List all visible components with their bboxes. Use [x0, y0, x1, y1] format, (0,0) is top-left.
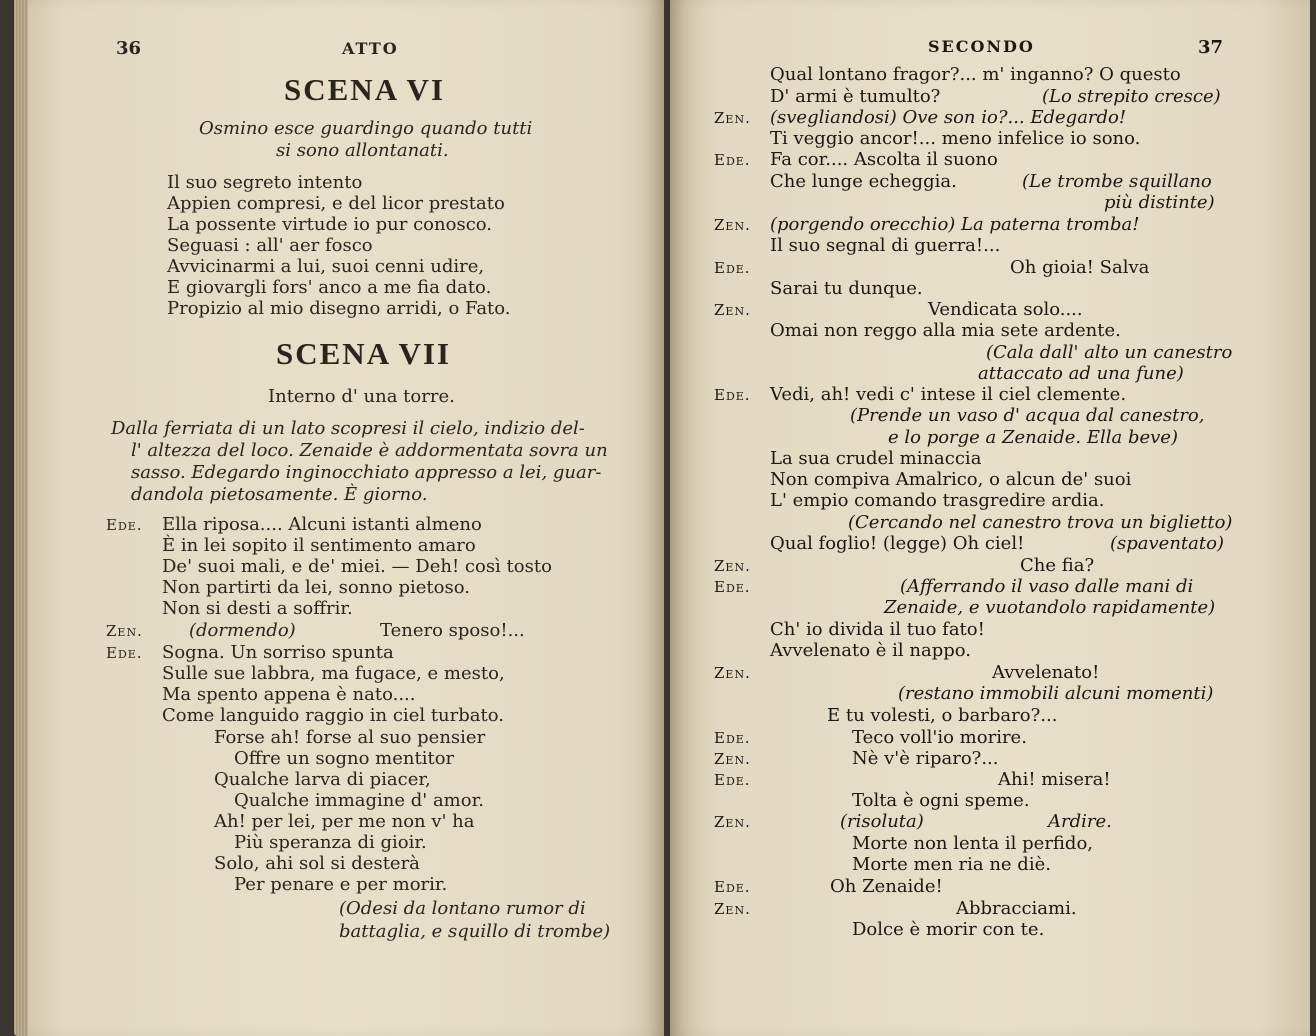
stage-direction: Osmino esce guardingo quando tutti — [199, 118, 533, 139]
speaker-label: Ede. — [714, 578, 751, 596]
speaker-label: Zen. — [714, 301, 751, 319]
verse-line: Più speranza di gioir. — [234, 832, 427, 853]
running-head-left: ATTO — [342, 39, 399, 58]
verse-line: Tenero sposo!... — [380, 620, 525, 641]
speaker-label: Ede. — [714, 151, 751, 169]
verse-line: Il suo segreto intento — [167, 172, 363, 193]
verse-line: Fa cor.... Ascolta il suono — [770, 149, 998, 170]
stage-direction: più distinte) — [1104, 192, 1215, 213]
stage-direction: Dalla ferriata di un lato scopresi il cielo, indizio del- — [111, 418, 585, 439]
scene-setting: Interno d' una torre. — [268, 386, 455, 407]
verse-line: Che fia? — [1020, 555, 1095, 576]
verse-line: E giovargli fors' anco a me fia dato. — [167, 277, 492, 298]
verse-line: Qualche immagine d' amor. — [234, 790, 484, 811]
verse-line: L' empio comando trasgredire ardia. — [770, 490, 1105, 511]
speaker-label: Zen. — [714, 750, 751, 768]
verse-line: Tolta è ogni speme. — [852, 790, 1030, 811]
verse-line: (porgendo orecchio) La paterna tromba! — [770, 214, 1140, 235]
stage-direction: Ardire. — [1048, 811, 1112, 832]
stage-direction: e lo porge a Zenaide. Ella beve) — [888, 427, 1178, 448]
speaker-label: Ede. — [714, 771, 751, 789]
verse-line: Sogna. Un sorriso spunta — [162, 642, 394, 663]
verse-line: Seguasi : all' aer fosco — [167, 235, 373, 256]
speaker-label: Ede. — [714, 729, 751, 747]
stage-direction: (Cala dall' alto un canestro — [986, 342, 1233, 363]
verse-line: È in lei sopito il sentimento amaro — [162, 535, 476, 556]
stage-direction: (Prende un vaso d' acqua dal canestro, — [850, 405, 1205, 426]
verse-line: Omai non reggo alla mia sete ardente. — [770, 320, 1121, 341]
verse-line: Abbracciami. — [956, 898, 1077, 919]
right-page — [670, 0, 1310, 1036]
speaker-label: Ede. — [106, 516, 143, 534]
stage-direction: attaccato ad una fune) — [978, 363, 1184, 384]
verse-line: Morte men ria ne diè. — [852, 854, 1051, 875]
stage-direction: Zenaide, e vuotandolo rapidamente) — [884, 597, 1216, 618]
verse-line: Il suo segnal di guerra!... — [770, 235, 1001, 256]
stage-direction: sasso. Edegardo inginocchiato appresso a lei, guar- — [131, 462, 602, 483]
speaker-label: Ede. — [714, 259, 751, 277]
verse-line: Qual lontano fragor?... m' inganno? O questo — [770, 64, 1181, 85]
verse-line: Appien compresi, e del licor prestato — [167, 193, 505, 214]
stage-direction: (restano immobili alcuni momenti) — [898, 683, 1214, 704]
scene-title-6: SCENA VI — [284, 72, 446, 107]
verse-line: Avvelenato è il nappo. — [770, 640, 972, 661]
verse-line: La sua crudel minaccia — [770, 448, 982, 469]
verse-line: Ella riposa.... Alcuni istanti almeno — [162, 514, 482, 535]
verse-line: (risoluta) — [840, 811, 924, 832]
verse-line: Per penare e per morir. — [234, 874, 448, 895]
stage-direction: l' altezza del loco. Zenaide è addormentata sovra un — [131, 440, 608, 461]
stage-direction: (Afferrando il vaso dalle mani di — [900, 576, 1194, 597]
speaker-label: Zen. — [714, 109, 751, 127]
verse-line: Teco voll'io morire. — [852, 727, 1027, 748]
verse-line: Avvelenato! — [992, 662, 1100, 683]
page-edge — [14, 0, 28, 1036]
verse-line: Forse ah! forse al suo pensier — [214, 727, 486, 748]
verse-line: Sulle sue labbra, ma fugace, e mesto, — [162, 663, 505, 684]
stage-direction: si sono allontanati. — [276, 140, 449, 161]
verse-line: Qual foglio! (legge) Oh ciel! — [770, 533, 1025, 554]
verse-line: Che lunge echeggia. — [770, 171, 957, 192]
verse-line: Nè v'è riparo?... — [852, 748, 999, 769]
speaker-label: Ede. — [106, 644, 143, 662]
running-head-right: SECONDO — [928, 37, 1035, 56]
verse-line: Ma spento appena è nato.... — [162, 684, 416, 705]
verse-line: Solo, ahi sol si desterà — [214, 853, 420, 874]
verse-line: Ch' io divida il tuo fato! — [770, 619, 985, 640]
verse-line: Avvicinarmi a lui, suoi cenni udire, — [167, 256, 485, 277]
speaker-label: Ede. — [714, 386, 751, 404]
verse-line: Oh Zenaide! — [830, 876, 943, 897]
speaker-label: Zen. — [714, 557, 751, 575]
verse-line: Vendicata solo.... — [928, 299, 1083, 320]
left-page — [14, 0, 664, 1036]
verse-line: Offre un sogno mentitor — [234, 748, 455, 769]
page-number-right: 37 — [1198, 37, 1224, 58]
verse-line: Non si desti a soffrir. — [162, 598, 353, 619]
verse-line: Dolce è morir con te. — [852, 919, 1045, 940]
stage-direction: (spaventato) — [1110, 533, 1224, 554]
page-number-left: 36 — [116, 38, 142, 59]
verse-line: Oh gioia! Salva — [1010, 257, 1150, 278]
speaker-label: Ede. — [714, 878, 751, 896]
verse-line: (svegliandosi) Ove son io?... Edegardo! — [770, 107, 1127, 128]
verse-line: D' armi è tumulto? — [770, 86, 941, 107]
verse-line: Morte non lenta il perfido, — [852, 833, 1094, 854]
scene-title-7: SCENA VII — [276, 336, 452, 371]
stage-direction: (Odesi da lontano rumor di — [339, 898, 586, 919]
speaker-label: Zen. — [714, 216, 751, 234]
speaker-label: Zen. — [106, 622, 143, 640]
stage-direction: battaglia, e squillo di trombe) — [339, 921, 611, 942]
verse-line: Vedi, ah! vedi c' intese il ciel clemente. — [770, 384, 1127, 405]
verse-line: E tu volesti, o barbaro?... — [827, 705, 1058, 726]
verse-line: La possente virtude io pur conosco. — [167, 214, 493, 235]
speaker-label: Zen. — [714, 813, 751, 831]
verse-line: Non compiva Amalrico, o alcun de' suoi — [770, 469, 1132, 490]
stage-direction: (Lo strepito cresce) — [1042, 86, 1221, 107]
stage-direction: dandola pietosamente. È giorno. — [131, 484, 428, 505]
stage-direction: (Le trombe squillano — [1022, 171, 1212, 192]
verse-line: De' suoi mali, e de' miei. — Deh! così tosto — [162, 556, 552, 577]
verse-line: Ahi! misera! — [998, 769, 1111, 790]
verse-line: Qualche larva di piacer, — [214, 769, 431, 790]
verse-line: Come languido raggio in ciel turbato. — [162, 705, 504, 726]
verse-line: Ah! per lei, per me non v' ha — [214, 811, 475, 832]
stage-direction: (Cercando nel canestro trova un biglietto) — [848, 512, 1233, 533]
verse-line: Non partirti da lei, sonno pietoso. — [162, 577, 470, 598]
speaker-label: Zen. — [714, 664, 751, 682]
speaker-label: Zen. — [714, 900, 751, 918]
verse-line: Ti veggio ancor!... meno infelice io sono. — [770, 128, 1141, 149]
stage-direction: (dormendo) — [189, 620, 296, 641]
verse-line: Propizio al mio disegno arridi, o Fato. — [167, 298, 511, 319]
verse-line: Sarai tu dunque. — [770, 278, 923, 299]
